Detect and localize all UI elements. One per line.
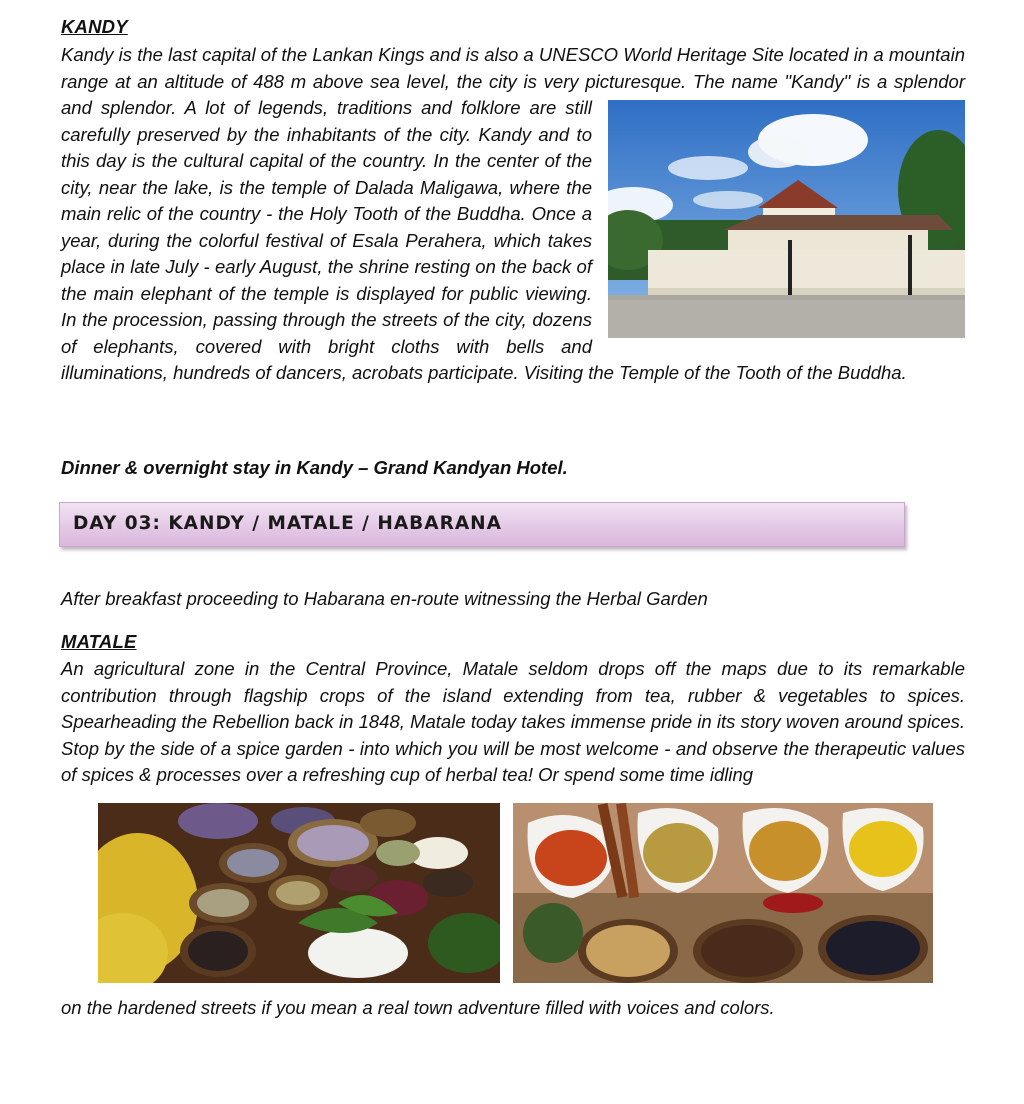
spice-photos bbox=[98, 803, 933, 983]
temple-of-the-tooth-photo bbox=[608, 100, 965, 338]
matale-paragraph: An agricultural zone in the Central Province, Matale seldom drops off the maps due to its remarkable contribution through flagship crops of the island extending from tea, rubber & vegetables to spices. Spearheading the Rebellion back in 1848, Matale today takes immense pride in its story woven around spices. Stop by the side of a spice garden - into which you will be most welcome - and observe the therapeutic values of spices & processes over a refreshing cup of herbal tea! Or spend some time idling bbox=[61, 658, 965, 785]
day-03-banner bbox=[59, 502, 905, 547]
herbs-image bbox=[98, 803, 500, 983]
kandy-heading: KANDY bbox=[61, 16, 128, 37]
matale-heading: MATALE bbox=[61, 631, 137, 652]
day-03-intro: After breakfast proceeding to Habarana en-route witnessing the Herbal Garden bbox=[61, 588, 708, 609]
spices-photo bbox=[513, 803, 933, 983]
kandy-paragraph: Kandy is the last capital of the Lankan Kings and is also a UNESCO World Heritage Site located in a mountain range at an altitude of 488 m above sea level, the city is very picturesque. The name "Kandy" is a splendor and splendor. A lot of legends, traditions and folklore are still carefully preserved by the inhabitants of the city. Kandy and to this day is the cultural capital of the country. In the center of the city, near the lake, is the temple of Dalada Maligawa, where the main relic of the country - the Holy Tooth of the Buddha. Once a year, during the colorful festival of Esala Perahera, which takes place in late July - early August, the shrine resting on the back of the main elephant of the temple is displayed for public viewing. In the procession, passing through the streets of the city, dozens of elephants, covered with bright cloths with bells and illuminations, hundreds of dancers, acrobats participate. Visiting the Temple of the Tooth of the Buddha. bbox=[61, 44, 965, 383]
temple-image bbox=[608, 100, 965, 338]
spices-image bbox=[513, 803, 933, 983]
dinner-note: Dinner & overnight stay in Kandy – Grand Kandyan Hotel. bbox=[61, 457, 568, 478]
kandy-section bbox=[61, 42, 965, 387]
matale-section bbox=[61, 656, 965, 789]
herbs-photo bbox=[98, 803, 500, 983]
matale-closing: on the hardened streets if you mean a real town adventure filled with voices and colors. bbox=[61, 997, 775, 1018]
day-03-title: DAY 03: KANDY / MATALE / HABARANA bbox=[73, 513, 502, 534]
